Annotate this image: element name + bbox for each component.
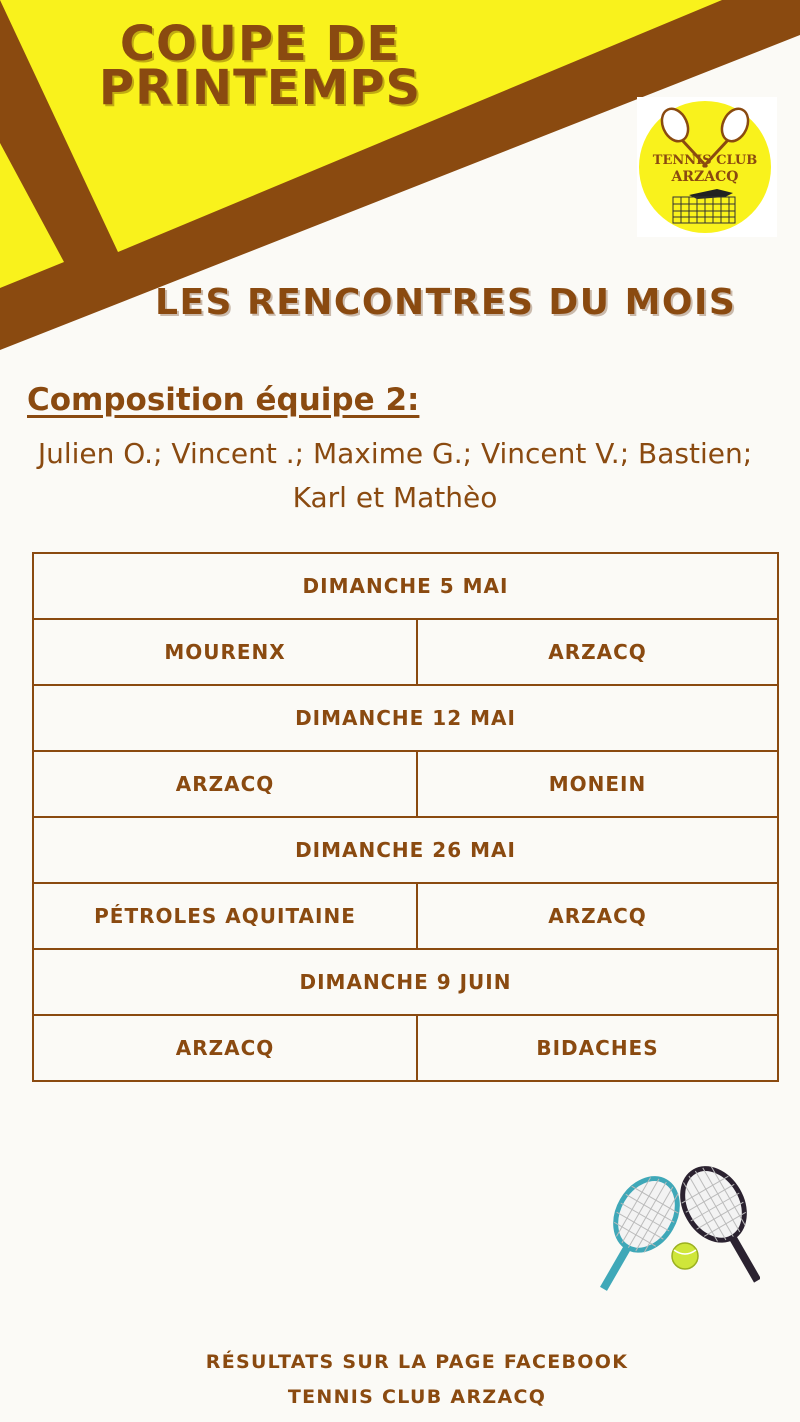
table-row xyxy=(33,1015,778,1081)
composition-title: Composition équipe 2: xyxy=(27,382,420,418)
home-team: ARZACQ xyxy=(33,1015,417,1081)
title-line-2: PRINTEMPS xyxy=(98,60,422,116)
footer-line-2: TENNIS CLUB ARZACQ xyxy=(287,1386,547,1408)
title-line-1: COUPE DE xyxy=(119,16,401,72)
footer-line-1: RÉSULTATS SUR LA PAGE FACEBOOK xyxy=(205,1351,629,1373)
table-row xyxy=(33,685,778,751)
match-schedule-table xyxy=(32,552,779,1082)
players-line-1: Julien O.; Vincent .; Maxime G.; Vincent V.; Bastien; xyxy=(37,437,753,470)
away-team: BIDACHES xyxy=(417,1015,778,1081)
composition-players xyxy=(0,432,790,520)
section-subtitle: LES RENCONTRES DU MOIS xyxy=(155,282,737,323)
table-row xyxy=(33,949,778,1015)
table-row xyxy=(33,817,778,883)
table-row xyxy=(33,553,778,619)
match-date: DIMANCHE 5 MAI xyxy=(33,553,778,619)
tennis-rackets-icon xyxy=(600,1162,760,1307)
logo-line-2: ARZACQ xyxy=(671,169,739,185)
match-date: DIMANCHE 12 MAI xyxy=(33,685,778,751)
tennis-club-logo-icon xyxy=(637,97,777,237)
players-line-2: Karl et Mathèo xyxy=(292,481,498,514)
page-title xyxy=(80,16,440,116)
away-team: ARZACQ xyxy=(417,619,778,685)
home-team: MOURENX xyxy=(33,619,417,685)
logo-line-1: TENNIS CLUB xyxy=(652,153,758,168)
table-row xyxy=(33,619,778,685)
table-row xyxy=(33,883,778,949)
home-team: ARZACQ xyxy=(33,751,417,817)
home-team: PÉTROLES AQUITAINE xyxy=(33,883,417,949)
away-team: MONEIN xyxy=(417,751,778,817)
table-row xyxy=(33,751,778,817)
match-date: DIMANCHE 26 MAI xyxy=(33,817,778,883)
match-date: DIMANCHE 9 JUIN xyxy=(33,949,778,1015)
away-team: ARZACQ xyxy=(417,883,778,949)
footer xyxy=(0,1345,800,1415)
